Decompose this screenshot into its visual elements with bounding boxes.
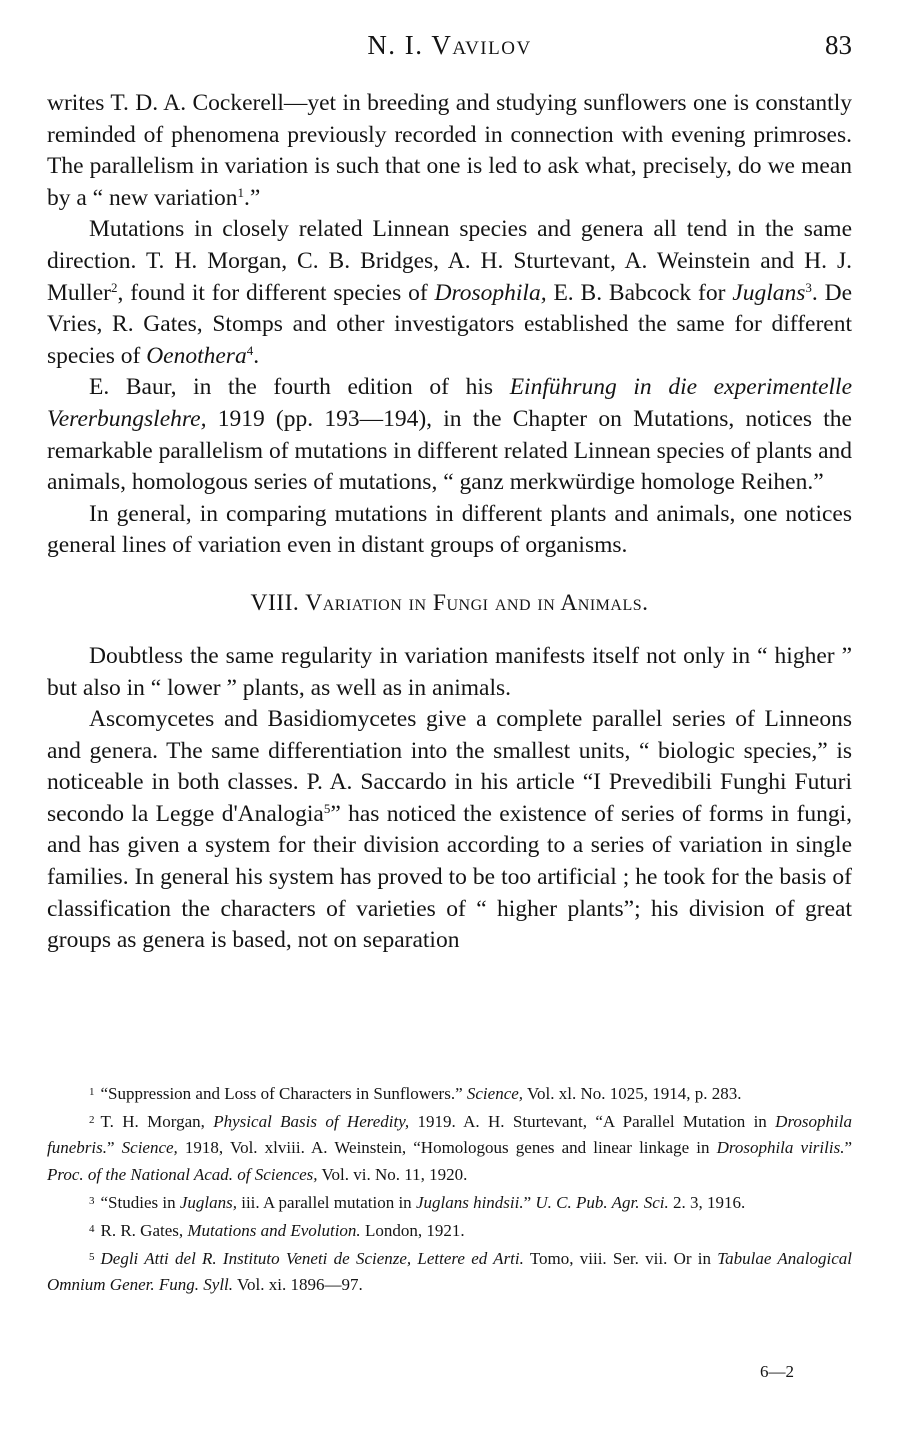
text-run: R. R. Gates,: [100, 1221, 188, 1241]
text-run: Tomo, viii. Ser. vii. Or in: [523, 1249, 718, 1269]
italic-term: Mutations and Evolution.: [187, 1221, 361, 1241]
text-run: E. B. Babcock for: [546, 279, 733, 306]
text-run: .”: [244, 184, 261, 211]
text-run: ” has noticed the existence of series of forms in fungi, and has given a system for their division according to a series of variation in single families. In general his system has proved to be too artificial ; he took for the basis of classification the characters of varieties of “ higher plants”; his division of great groups as genera is based, not on separation: [47, 800, 852, 954]
italic-title: Einführung in die experimentelle Vererbungslehre,: [47, 374, 852, 432]
text-run: Vol. xi. 1896—97.: [233, 1275, 363, 1295]
italic-term: Oenothera: [146, 342, 247, 369]
text-run: London, 1921.: [360, 1221, 465, 1241]
italic-term: Physical Basis of Heredity,: [213, 1112, 410, 1132]
text-run: 1919 (pp. 193—194), in the Chapter on Mutations, notices the remarkable parallelism of mutations in different related Linnean species of plants and animals, homologous series of mutations, “ ganz merkwürdige homologe Reihen.”: [47, 405, 852, 496]
footnote: [47, 1216, 852, 1244]
text-run: Mutations in closely related Linnean species and genera all tend in the same direction. T. H. Morgan, C. B. Bridges, A. H. Sturtevant, A. Weinstein and H. J. Muller: [47, 216, 852, 306]
text-run: Ascomycetes and Basidiomycetes give a complete parallel series of Linneons and genera. The same differentiation into the smallest units, “ biologic species,” is noticeable in both classes. P. A. Saccardo in his article “I Prevedibili Funghi Futuri secondo la Legge d'Analogia: [47, 706, 852, 827]
text-run: .: [253, 342, 260, 369]
footnote: [47, 1079, 852, 1107]
italic-term: Juglans,: [179, 1192, 237, 1212]
text-run: 2. 3, 1916.: [668, 1192, 746, 1212]
text-run: , found it for different species of: [117, 279, 435, 306]
footnote-ref: 4: [246, 342, 254, 358]
text-run: 1919. A. H. Sturtevant, “A Parallel Mutation in: [409, 1112, 776, 1132]
text-run: ”: [523, 1192, 536, 1212]
footnote: [47, 1188, 852, 1216]
italic-term: Science,: [121, 1138, 178, 1158]
italic-term: Juglans hindsii.: [415, 1192, 524, 1212]
italic-term: Drosophila,: [434, 279, 547, 306]
paragraph: [47, 499, 852, 562]
italic-term: Drosophila funebris.: [47, 1112, 852, 1158]
text-run: T. H. Morgan,: [100, 1112, 214, 1132]
italic-term: Juglans: [732, 279, 806, 306]
paragraph: [47, 641, 852, 704]
text-run: Doubtless the same regularity in variation manifests itself not only in “ higher ” but also in “ lower ” plants, as well as in animals.: [47, 642, 852, 701]
page-number: 83: [825, 30, 852, 60]
footnote-number: 2: [89, 1114, 95, 1127]
paragraph: [47, 372, 852, 498]
text-run: 1918, Vol. xlviii. A. Weinstein, “Homologous genes and linear linkage in: [177, 1138, 717, 1158]
italic-term: Degli Atti del R. Instituto Veneti de Scienze, Lettere ed Arti.: [100, 1249, 524, 1269]
paragraph: [47, 88, 852, 214]
text-run: “Studies in: [100, 1192, 180, 1212]
text-run: ”: [844, 1138, 852, 1158]
footnote-ref: 5: [323, 800, 331, 816]
italic-term: Drosophila virilis.: [716, 1138, 845, 1158]
footnote-ref: 2: [110, 279, 118, 295]
italic-term: Tabulae Analogical Omnium Gener. Fung. Syll.: [47, 1249, 852, 1295]
paragraph: [47, 214, 852, 372]
footnote-ref: 1: [237, 184, 245, 200]
paragraph: [47, 704, 852, 957]
footnote-number: 3: [89, 1194, 95, 1207]
text-run: Vol. xl. No. 1025, 1914, p. 283.: [523, 1084, 742, 1103]
text-run: . De Vries, R. Gates, Stomps and other investigators established the same for different species of: [47, 279, 853, 369]
text-run: ”: [106, 1138, 122, 1158]
signature-mark: 6—2: [760, 1362, 794, 1381]
section-heading: VIII. Variation in Fungi and in Animals.: [250, 589, 649, 616]
italic-term: Science,: [466, 1084, 524, 1103]
italic-term: U. C. Pub. Agr. Sci.: [535, 1192, 669, 1212]
text-run: E. Baur, in the fourth edition of his: [89, 374, 510, 401]
footnote-number: 4: [89, 1223, 95, 1236]
text-run: “Suppression and Loss of Characters in Sunflowers.”: [100, 1084, 467, 1103]
running-title: N. I. Vavilov: [367, 30, 532, 60]
footnote: [47, 1107, 852, 1188]
footnote-number: 1: [89, 1086, 95, 1098]
footnote-number: 5: [89, 1251, 95, 1264]
text-run: iii. A parallel mutation in: [236, 1192, 416, 1212]
italic-term: Proc. of the National Acad. of Sciences,: [47, 1164, 318, 1184]
text-run: Vol. vi. No. 11, 1920.: [317, 1164, 468, 1184]
footnotes: [47, 1079, 852, 1299]
body-text: [47, 88, 852, 957]
footnote: [47, 1244, 852, 1298]
text-run: In general, in comparing mutations in different plants and animals, one notices general lines of variation even in distant groups of organisms.: [47, 500, 852, 559]
running-head: [47, 30, 852, 66]
footnote-ref: 3: [805, 279, 812, 295]
text-run: writes T. D. A. Cockerell—yet in breeding and studying sunflowers one is constantly reminded of phenomena previously recorded in connection with evening primroses. The parallelism in variation is such that one is led to ask what, precisely, do we mean by a “ new variation: [47, 90, 852, 211]
